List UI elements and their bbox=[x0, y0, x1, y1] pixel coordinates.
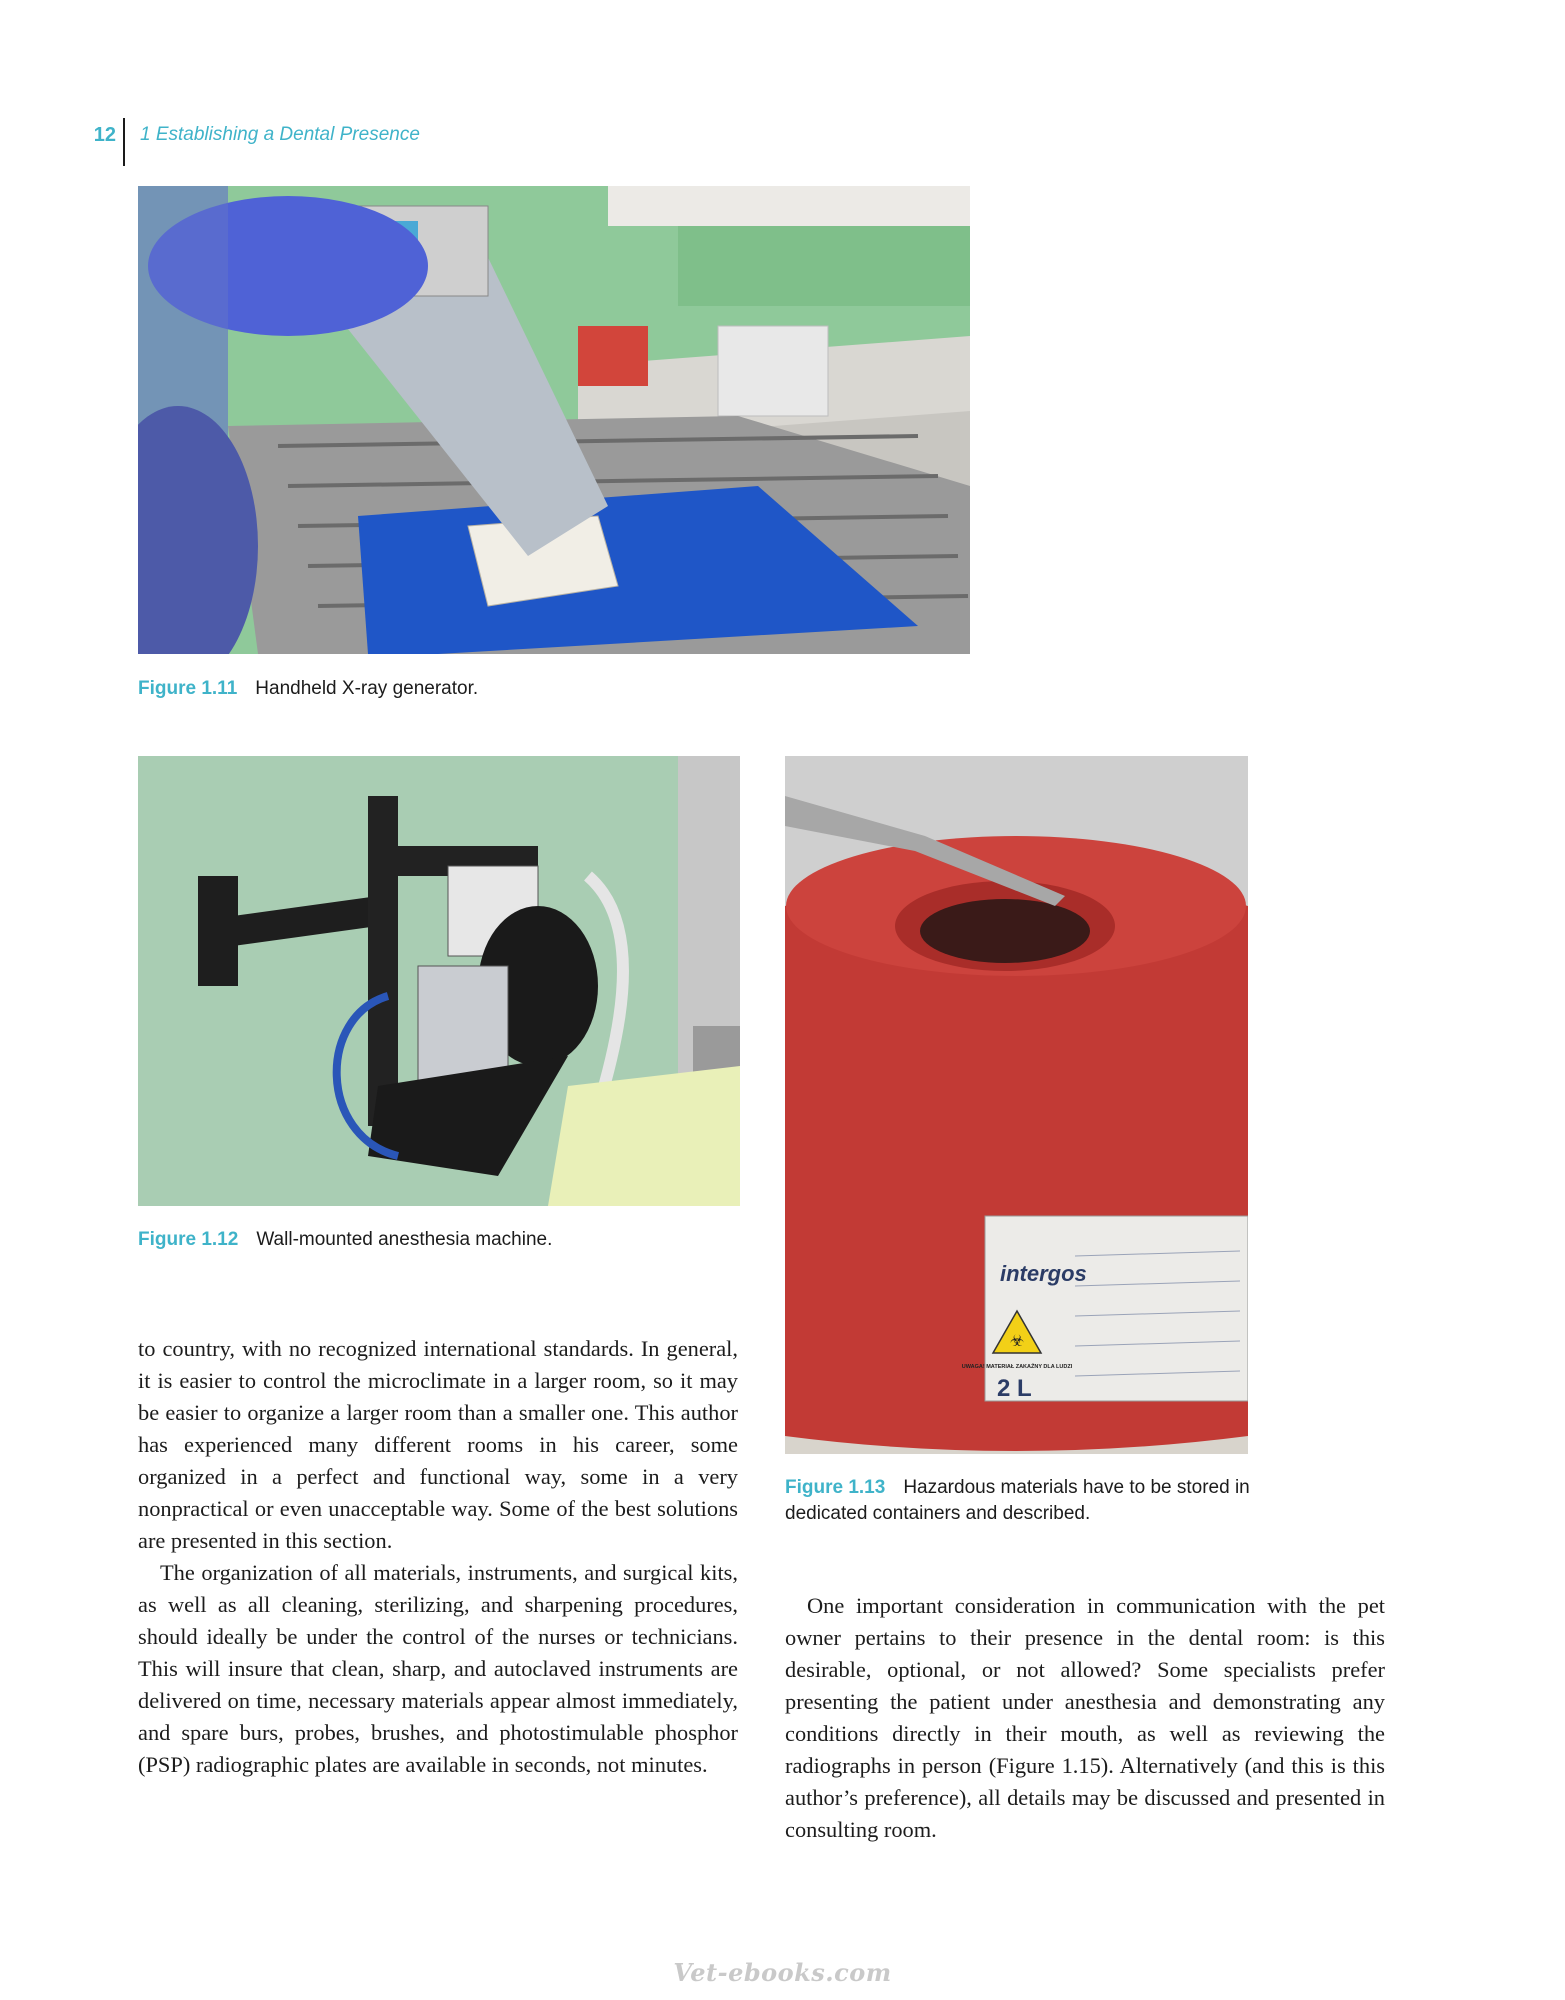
header-divider bbox=[123, 118, 125, 166]
figure-1-12-photo bbox=[138, 756, 740, 1206]
figure-label: Figure 1.12 bbox=[138, 1229, 239, 1250]
body-text-right bbox=[785, 1590, 1385, 1846]
chapter-title: 1 Establishing a Dental Presence bbox=[140, 124, 420, 145]
figure-label: Figure 1.11 bbox=[138, 678, 238, 699]
figure-1-11-caption bbox=[138, 676, 970, 702]
paragraph: to country, with no recognized international standards. In general, it is easier to control the microclimate in a larger room, so it may be easier to organize a larger room than a smaller one. This author has experienced many different rooms in his career, some organized in a perfect and functional way, some in a very nonpractical or even unacceptable way. Some of the best solutions are presented in this section. bbox=[138, 1336, 738, 1553]
figure-1-13-caption bbox=[785, 1475, 1305, 1527]
biohazard-icon: ☣ bbox=[1009, 1333, 1025, 1350]
figure-caption-text: Hazardous materials have to be stored in dedicated containers and described. bbox=[785, 1477, 1250, 1524]
figure-1-12-caption bbox=[138, 1227, 740, 1253]
container-brand: intergos bbox=[1000, 1261, 1087, 1286]
paragraph: The organization of all materials, instruments, and surgical kits, as well as all cleaning, sterilizing, and sharpening procedures, should ideally be under the control of the nurses or technicians. This will insure that clean, sharp, and autoclaved instruments are delivered on time, necessary materials appear almost immediately, and spare burs, probes, brushes, and photostimulable phosphor (PSP) radiographic plates are available in seconds, not minutes. bbox=[138, 1560, 738, 1777]
container-volume: 2 L bbox=[997, 1375, 1032, 1402]
body-text-left bbox=[138, 1333, 738, 1781]
figure-caption-text: Wall-mounted anesthesia machine. bbox=[256, 1229, 553, 1250]
figure-1-13-photo bbox=[785, 756, 1248, 1454]
watermark: Vet-ebooks.com bbox=[673, 1958, 892, 1987]
paragraph: One important consideration in communication with the pet owner pertains to their presence in the dental room: is this desirable, optional, or not allowed? Some specialists prefer presenting the patient under anesthesia and demonstrating any conditions directly in their mouth, as well as reviewing the radiographs in person (Figure 1.15). Alternatively (and this is this author’s preference), all details may be discussed and presented in consulting room. bbox=[785, 1593, 1385, 1842]
figure-caption-text: Handheld X-ray generator. bbox=[255, 678, 479, 699]
page-number: 12 bbox=[93, 124, 116, 146]
container-warning: UWAGA! MATERIAŁ ZAKAŹNY DLA LUDZI bbox=[961, 1364, 1073, 1370]
figure-label: Figure 1.13 bbox=[785, 1477, 886, 1498]
figure-1-11-photo bbox=[138, 186, 970, 654]
